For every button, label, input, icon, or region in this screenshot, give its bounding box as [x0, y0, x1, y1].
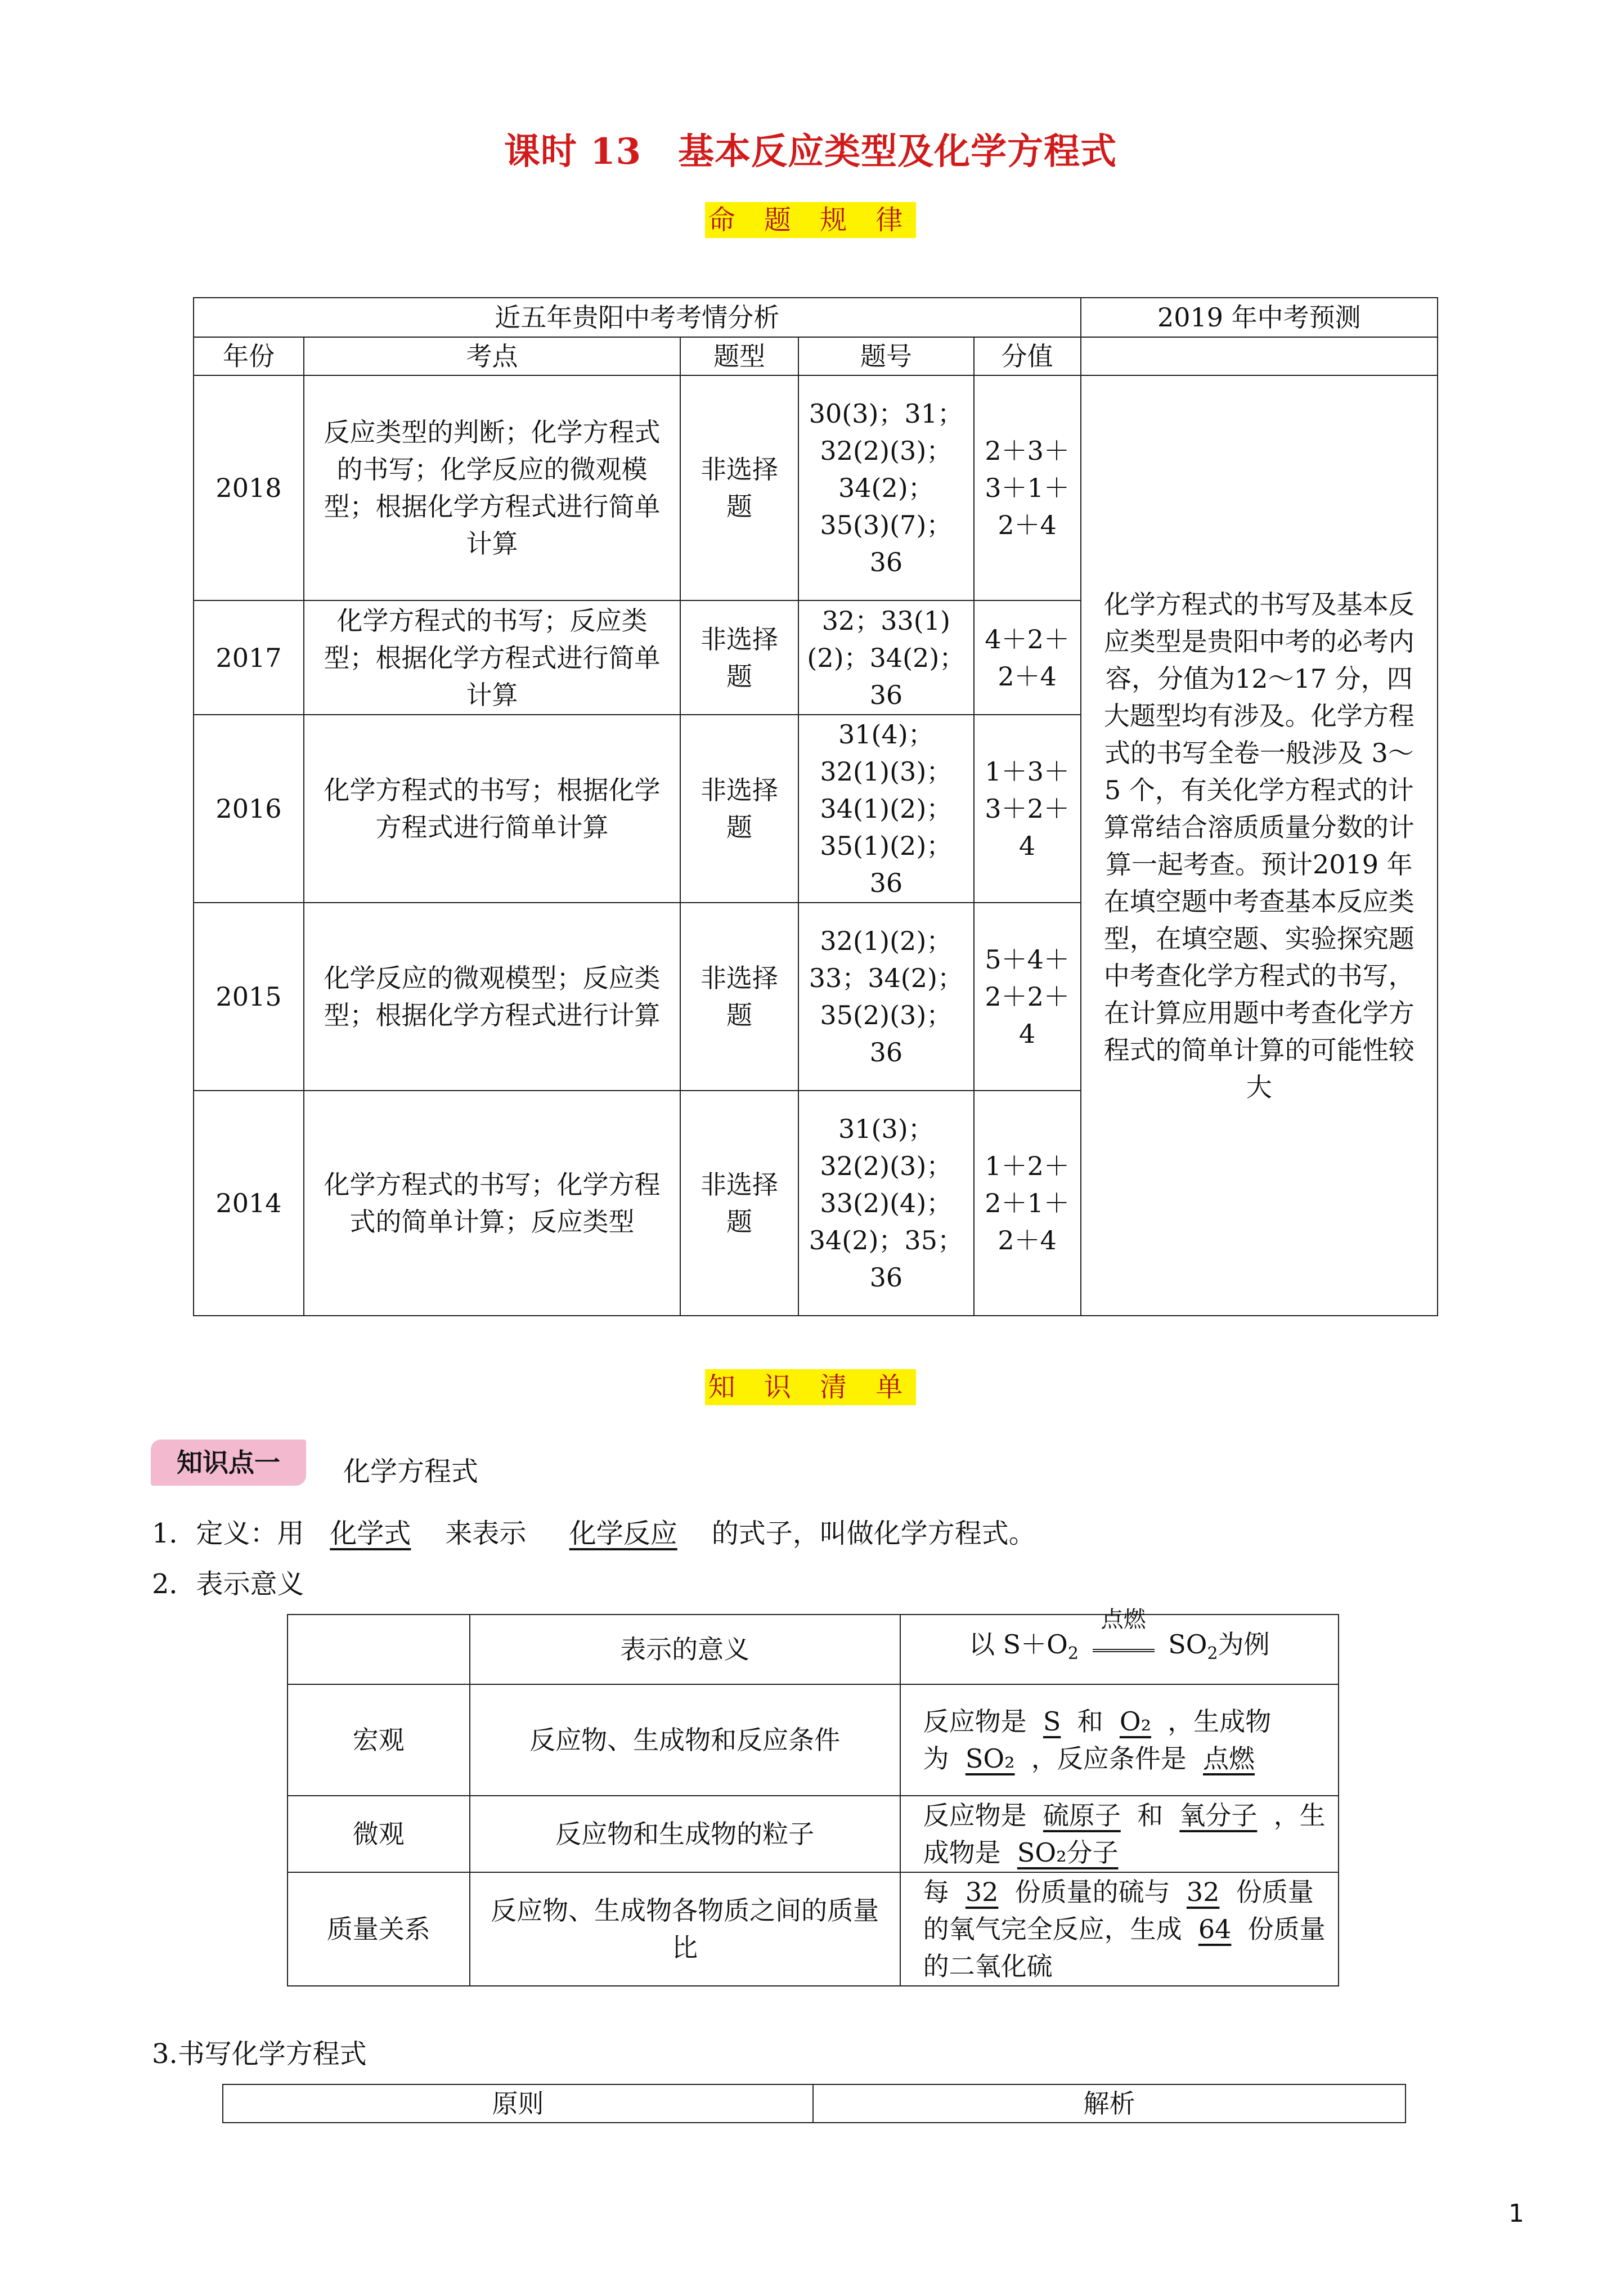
score-cell: 2＋3＋3＋1＋2＋4	[974, 375, 1081, 600]
year-cell: 2018	[194, 375, 304, 600]
column-header: 题号	[798, 337, 974, 375]
table-row: 质量关系 反应物、生成物各物质之间的质量比 每 32 份质量的硫与 32 份质量的氧气完全反应，生成 64 份质量的二氧化硫	[288, 1872, 1339, 1986]
item-heading: 3.书写化学方程式	[152, 2038, 367, 2070]
section-heading-knowledge: 知 识 清 单	[0, 1365, 1621, 1404]
type-cell: 非选择题	[680, 903, 798, 1091]
type-cell: 非选择题	[680, 600, 798, 715]
nums-cell: 30(3)；31；32(2)(3)；34(2)；35(3)(7)；36	[798, 375, 974, 600]
score-cell: 4＋2＋2＋4	[974, 600, 1081, 715]
definition-line: 1．定义：用 化学式 来表示 化学反应 的式子，叫做化学方程式。	[152, 1518, 1036, 1549]
page-number: 1	[1508, 2199, 1524, 2228]
point-cell: 化学方程式的书写；化学方程式的简单计算；反应类型	[304, 1091, 680, 1316]
year-cell: 2017	[194, 600, 304, 715]
point-cell: 反应类型的判断；化学方程式的书写；化学反应的微观模型；根据化学方程式进行简单计算	[304, 375, 680, 600]
nums-cell: 32(1)(2)；33；34(2)；35(2)(3)；36	[798, 903, 974, 1091]
column-header	[1081, 337, 1438, 375]
table-row	[194, 375, 1438, 600]
column-header: 题型	[680, 337, 798, 375]
nums-cell: 31(3)；32(2)(3)；33(2)(4)；34(2)；35；36	[798, 1091, 974, 1316]
column-header: 表示的意义	[470, 1615, 900, 1684]
column-header: 分值	[974, 337, 1081, 375]
blank-answer: 化学式	[330, 1518, 411, 1549]
score-cell: 5＋4＋2＋2＋4	[974, 903, 1081, 1091]
nums-cell: 32；33(1)(2)；34(2)；36	[798, 600, 974, 715]
nums-cell: 31(4)；32(1)(3)；34(1)(2)；35(1)(2)；36	[798, 715, 974, 903]
table-row: 微观 反应物和生成物的粒子 反应物是 硫原子 和 氧分子 ，生成物是 SO₂分子	[288, 1796, 1339, 1872]
meaning-table	[287, 1607, 1339, 1986]
column-header: 解析	[813, 2084, 1406, 2123]
topic-heading: 化学方程式	[343, 1456, 479, 1487]
score-cell: 1＋2＋2＋1＋2＋4	[974, 1091, 1081, 1316]
point-cell: 化学方程式的书写；反应类型；根据化学方程式进行简单计算	[304, 600, 680, 715]
column-header: 考点	[304, 337, 680, 375]
writing-rules-table	[222, 2084, 1406, 2123]
section-heading-rules: 命 题 规 律	[0, 198, 1621, 237]
column-header: 年份	[194, 337, 304, 375]
point-cell: 化学方程式的书写；根据化学方程式进行简单计算	[304, 715, 680, 903]
year-cell: 2016	[194, 715, 304, 903]
page-title: 课时 13 基本反应类型及化学方程式	[504, 131, 1117, 173]
item-heading: 2．表示意义	[152, 1568, 304, 1600]
type-cell: 非选择题	[680, 1091, 798, 1316]
blank-answer: 化学反应	[569, 1518, 677, 1549]
type-cell: 非选择题	[680, 715, 798, 903]
knowledge-point-badge: 知识点一	[151, 1440, 306, 1486]
table-row: 宏观 反应物、生成物和反应条件 反应物是 S 和 O₂ ，生成物为 SO₂ ，反应条件是 点燃	[288, 1684, 1339, 1796]
point-cell: 化学反应的微观模型；反应类型；根据化学方程式进行计算	[304, 903, 680, 1091]
type-cell: 非选择题	[680, 375, 798, 600]
column-header: 以 $S+O_2$ 点燃 $SO_2$为例	[900, 1615, 1339, 1684]
year-cell: 2014	[194, 1091, 304, 1316]
score-cell: 1＋3＋3＋2＋4	[974, 715, 1081, 903]
column-header: 原则	[223, 2084, 813, 2123]
table-header: 2019 年中考预测	[1081, 298, 1438, 337]
table-header: 近五年贵阳中考考情分析	[194, 298, 1081, 337]
prediction-cell: 化学方程式的书写及基本反应类型是贵阳中考的必考内容，分值为12～17 分，四大题型均有涉及。化学方程式的书写全卷一般涉及 3～5 个，有关化学方程式的计算常结合溶质质量分数的计算一起考查。预计2019 年在填空题中考查基本反应类型，在填空题、实验探究题中考查化学方程式的书写，在计算应用题中考查化学方程式的简单计算的可能性较大	[1081, 375, 1438, 1316]
exam-analysis-table	[193, 297, 1438, 1316]
equation-arrow: 点燃	[1087, 1626, 1160, 1663]
year-cell: 2015	[194, 903, 304, 1091]
